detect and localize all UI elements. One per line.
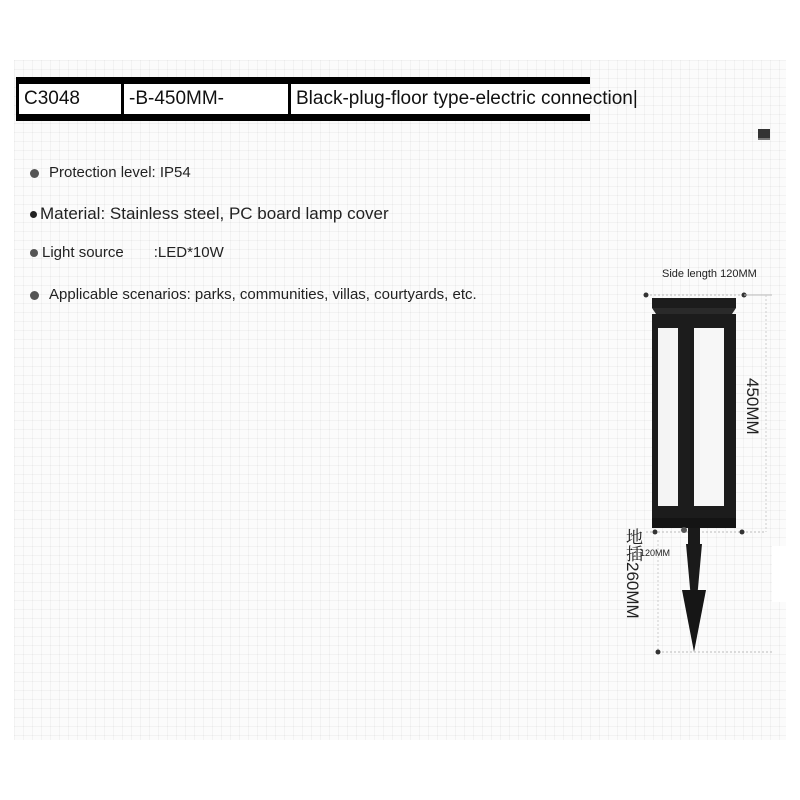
lamp-panel-right [694, 328, 724, 506]
lamp-panel-left [658, 328, 678, 506]
model-code: C3048 [19, 84, 121, 114]
dimension-point [740, 530, 745, 535]
height-label: 450MM [743, 378, 762, 435]
minimize-icon [758, 129, 770, 140]
base-width-label: 120MM [640, 548, 671, 558]
bullet-icon [30, 291, 39, 300]
product-header-table [16, 77, 638, 121]
product-description-text: Black-plug-floor type-electric connection| [296, 88, 638, 109]
spec-applicable-scenarios [30, 286, 477, 303]
spec-protection-level [30, 164, 191, 181]
bullet-icon [30, 249, 38, 257]
spike-length-label: 地插260MM [623, 528, 642, 619]
side-length-label: Side length 120MM [662, 268, 757, 280]
spike-neck [688, 528, 700, 544]
spec-material [30, 204, 389, 224]
product-description [291, 84, 638, 114]
spec-scenarios-text: Applicable scenarios: parks, communities, villas, courtyards, etc. [49, 286, 477, 303]
lamp-cap [652, 298, 736, 308]
bullet-icon [30, 211, 37, 218]
spec-light-source-label: Light source [42, 244, 124, 261]
dimension-point [644, 293, 649, 298]
spec-material-text: Material: Stainless steel, PC board lamp cover [40, 204, 389, 223]
dimension-point [656, 650, 661, 655]
spec-light-source-value: :LED*10W [153, 244, 224, 261]
model-variant: -B-450MM- [124, 84, 288, 114]
spec-protection-text: Protection level: IP54 [49, 164, 191, 181]
bullet-icon [30, 169, 39, 178]
spec-light-source [30, 244, 224, 261]
dimension-point [653, 530, 658, 535]
